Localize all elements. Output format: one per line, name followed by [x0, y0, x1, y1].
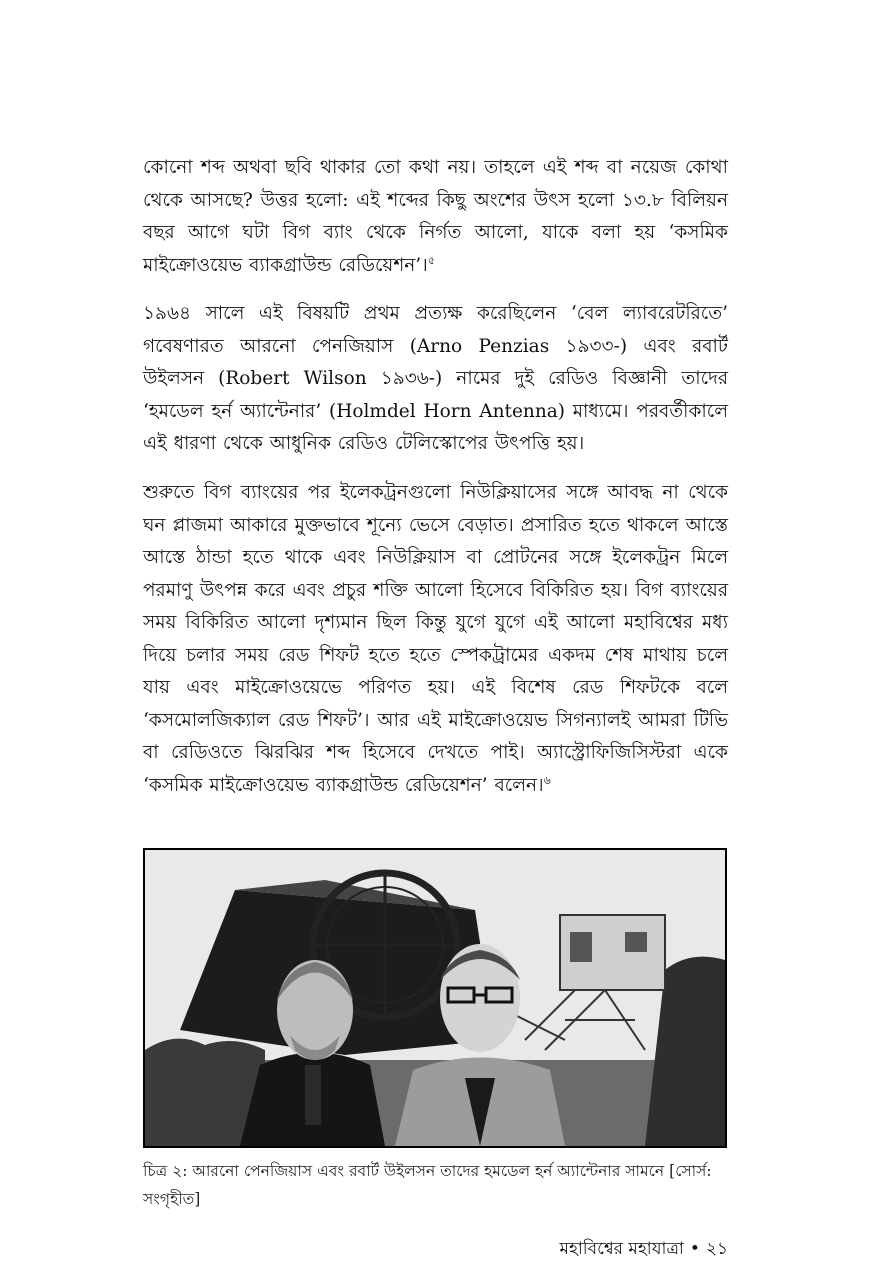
footnote-marker: ৬: [543, 773, 551, 787]
paragraph-3: [143, 477, 728, 802]
footnote-marker: ৫: [427, 253, 435, 267]
page-number: ২১: [705, 1239, 728, 1259]
paragraph-3-text: শুরুতে বিগ ব্যাংয়ের পর ইলেকট্রনগুলো নিউক্লিয়াসের সঙ্গে আবদ্ধ না থেকে ঘন প্লাজমা আকারে মুক্তভাবে শূন্যে ভেসে বেড়াত। প্রসারিত হতে থাকলে আস্তে আস্তে ঠান্ডা হতে থাকে এবং নিউক্লিয়াস বা প্রোটনের সঙ্গে ইলেকট্রন মিলে পরমাণু উৎপন্ন করে এবং প্রচুর শক্তি আলো হিসেবে বিকিরিত হয়। বিগ ব্যাংয়ের সময় বিকিরিত আলো দৃশ্যমান ছিল কিন্তু যুগে যুগে এই আলো মহাবিশ্বের মধ্য দিয়ে চলার সময় রেড শিফট হতে হতে স্পেকট্রামের একদম শেষ মাথায় চলে যায় এবং মাইক্রোওয়েভে পরিণত হয়। এই বিশেষ রেড শিফটকে বলে ‘কসমোলজিক্যাল রেড শিফট’। আর এই মাইক্রোওয়েভ সিগন্যালই আমরা টিভি বা রেডিওতে ঝিরঝির শব্দ হিসেবে দেখতে পাই। অ্যাস্ট্রোফিজিসিস্টরা একে ‘কসমিক মাইক্রোওয়েভ ব্যাকগ্রাউন্ড রেডিয়েশন’ বলেন।: [143, 482, 728, 796]
running-title: মহাবিশ্বের মহাযাত্রা: [559, 1239, 684, 1259]
paragraph-2-text: ১৯৬৪ সালে এই বিষয়টি প্রথম প্রত্যক্ষ করেছিলেন ‘বেল ল্যাবরেটরিতে’ গবেষণারত আরনো পেনজিয়াস (Arno Penzias ১৯৩৩-) এবং রবার্ট উইলসন (Robert Wilson ১৯৩৬-) নামের দুই রেডিও বিজ্ঞানী তাদের ‘হমডেল হর্ন অ্যান্টেনার’ (Holmdel Horn Antenna) মাধ্যমে। পরবর্তীকালে এই ধারণা থেকে আধুনিক রেডিও টেলিস্কোপের উৎপত্তি হয়।: [143, 303, 728, 454]
figure-caption: চিত্র ২: আরনো পেনজিয়াস এবং রবার্ট উইলসন তাদের হমডেল হর্ন অ্যান্টেনার সামনে [সোর্স: সংগৃহীত]: [143, 1162, 712, 1208]
page-footer: [560, 1237, 729, 1261]
paragraph-2: [143, 298, 728, 461]
footer-separator: •: [689, 1239, 700, 1259]
figure-photo: [143, 848, 727, 1148]
paragraph-1: [143, 152, 728, 282]
paragraph-1-text: কোনো শব্দ অথবা ছবি থাকার তো কথা নয়। তাহলে এই শব্দ বা নয়েজ কোথা থেকে আসছে? উত্তর হলো: এই শব্দের কিছু অংশের উৎস হলো ১৩.৮ বিলিয়ন বছর আগে ঘটা বিগ ব্যাং থেকে নির্গত আলো, যাকে বলা হয় ‘কসমিক মাইক্রোওয়েভ ব্যাকগ্রাউন্ড রেডিয়েশন’।: [143, 157, 728, 276]
photo-horn-antenna-scientists: [145, 850, 725, 1146]
